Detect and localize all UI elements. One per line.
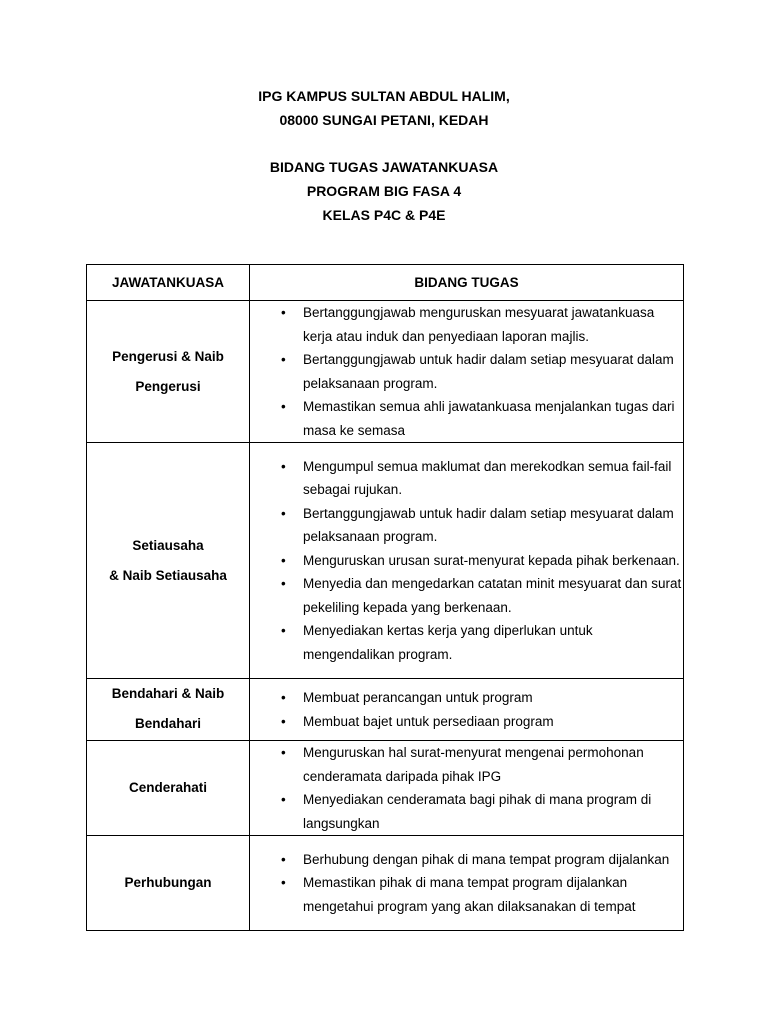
task-item: • Menyediakan kertas kerja yang diperlukan untuk mengendalikan program.	[250, 619, 683, 666]
task-item: • Berhubung dengan pihak di mana tempat program dijalankan	[250, 848, 683, 872]
task-item: • Memastikan pihak di mana tempat program dijalankan mengetahui program yang akan dilaksanakan di tempat	[250, 871, 683, 918]
role-label: Bendahari	[134, 716, 202, 731]
committee-role	[87, 301, 250, 443]
task-item: • Menyedia dan mengedarkan catatan minit mesyuarat dan surat pekeliling kepada yang berkenaan.	[250, 572, 683, 619]
task-item: • Bertanggungjawab untuk hadir dalam setiap mesyuarat dalam pelaksanaan program.	[250, 502, 683, 549]
role-label: Setiausaha	[132, 537, 204, 553]
task-item: • Menguruskan urusan surat-menyurat kepada pihak berkenaan.	[250, 549, 683, 573]
committee-role	[87, 679, 250, 741]
committee-role	[87, 836, 250, 931]
task-list	[250, 741, 683, 835]
duties-cell	[250, 301, 684, 443]
role-label: Pengerusi	[135, 378, 201, 394]
task-list	[250, 686, 683, 733]
committee-duties-table	[86, 264, 684, 931]
role-label: Pengerusi & Naib	[112, 348, 224, 364]
task-item: • Bertanggungjawab untuk hadir dalam setiap mesyuarat dalam pelaksanaan program.	[250, 348, 683, 395]
task-item: • Menguruskan hal surat-menyurat mengenai permohonan cenderamata daripada pihak IPG	[250, 741, 683, 788]
task-item: • Mengumpul semua maklumat dan merekodkan semua fail-fail sebagai rujukan.	[250, 455, 683, 502]
document-title: BIDANG TUGAS JAWATANKUASA	[269, 159, 499, 175]
column-header-duties: BIDANG TUGAS	[250, 265, 684, 301]
task-list	[250, 848, 683, 919]
class-name: KELAS P4C & P4E	[322, 207, 446, 223]
task-item: • Memastikan semua ahli jawatankuasa menjalankan tugas dari masa ke semasa	[250, 395, 683, 442]
duties-cell	[250, 443, 684, 679]
table-row	[87, 301, 684, 443]
task-item: • Membuat perancangan untuk program	[250, 686, 683, 710]
committee-role	[87, 741, 250, 836]
table-row	[87, 836, 684, 931]
task-list	[250, 455, 683, 667]
table-row	[87, 443, 684, 679]
role-label: Bendahari & Naib	[111, 686, 225, 701]
task-list	[250, 301, 683, 442]
duties-cell	[250, 679, 684, 741]
column-header-committee: JAWATANKUASA	[87, 265, 250, 301]
table-row	[87, 741, 684, 836]
institution-address: 08000 SUNGAI PETANI, KEDAH	[279, 112, 489, 128]
institution-name: IPG KAMPUS SULTAN ABDUL HALIM,	[258, 88, 510, 104]
role-label: Perhubungan	[124, 875, 212, 890]
duties-cell	[250, 836, 684, 931]
table-row	[87, 679, 684, 741]
task-item: • Menyediakan cenderamata bagi pihak di mana program di langsungkan	[250, 788, 683, 835]
role-label: & Naib Setiausaha	[109, 567, 227, 583]
program-name: PROGRAM BIG FASA 4	[306, 183, 462, 199]
task-item: • Bertanggungjawab menguruskan mesyuarat jawatankuasa kerja atau induk dan penyediaan laporan majlis.	[250, 301, 683, 348]
task-item: • Membuat bajet untuk persediaan program	[250, 710, 683, 734]
table-header-row	[87, 265, 684, 301]
document-header	[0, 84, 768, 227]
committee-role	[87, 443, 250, 679]
duties-cell	[250, 741, 684, 836]
role-label: Cenderahati	[128, 780, 208, 795]
